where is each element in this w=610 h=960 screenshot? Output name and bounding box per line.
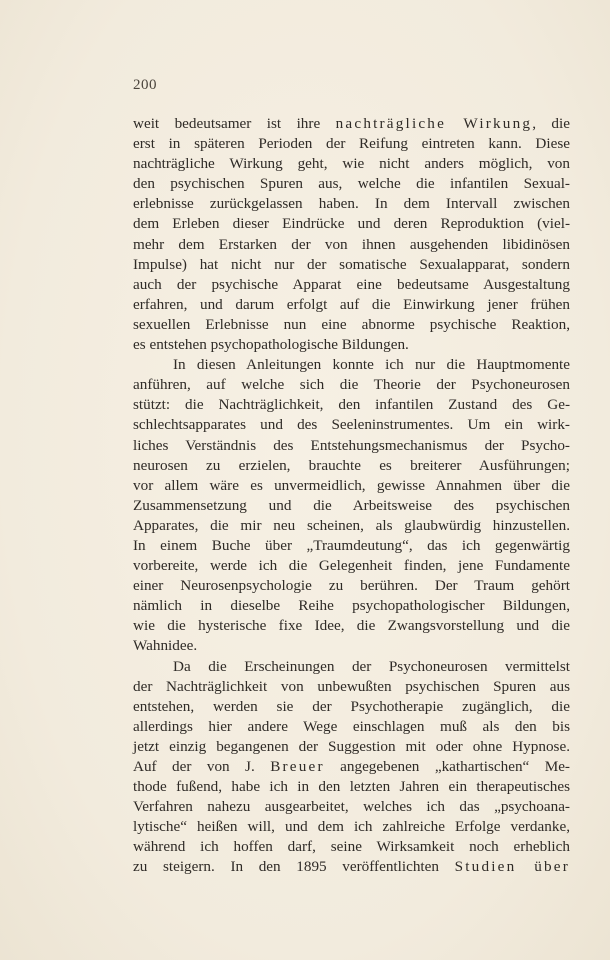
text-segment: sexuellen Erlebnisse nun eine abnorme psychische Reaktion, (133, 315, 570, 333)
text-segment: allerdings hier andere Wege einschlagen muß als den bis (133, 717, 570, 735)
text-segment: schlechtsapparates und des Seeleninstrumentes. Um ein wirk- (133, 416, 570, 434)
text-segment: erfahren, und darum erfolgt auf die Einwirkung jener frühen (133, 295, 570, 313)
text-segment: Auf der von J. (133, 758, 271, 775)
text-line (133, 415, 570, 435)
emphasized-text: nachträgliche Wirkung (335, 115, 533, 132)
text-line (133, 636, 570, 656)
text-segment: thode fußend, habe ich in den letzten Jahren ein therapeutisches (133, 778, 570, 796)
text-line (133, 737, 570, 757)
emphasized-text: Studien über (454, 858, 571, 876)
page-number: 200 (133, 77, 157, 93)
text-line (133, 335, 570, 355)
text-segment: zu steigern. In den 1895 veröffentlichten (133, 858, 455, 876)
text-line (133, 476, 570, 496)
text-segment: den psychischen Spuren aus, welche die infantilen Sexual- (133, 175, 570, 193)
text-segment: jetzt einzig begangenen der Suggestion mit oder ohne Hypnose. (133, 737, 570, 755)
text-line (133, 114, 570, 134)
text-line (133, 496, 570, 516)
text-segment: entstehen, werden sie der Psychotherapie zugänglich, die (133, 697, 570, 715)
text-line (133, 436, 570, 456)
text-line (133, 375, 570, 395)
text-segment: erst in späteren Perioden der Reifung eintreten kann. Diese (133, 135, 570, 153)
text-line (133, 596, 570, 616)
text-segment: Apparates, die mir neu scheinen, als glaubwürdig hinzustellen. (133, 516, 570, 534)
text-segment: liches Verständnis des Entstehungsmechanismus der Psycho- (133, 436, 570, 454)
text-segment: während ich hoffen darf, seine Wirksamkeit noch erheblich (133, 838, 570, 856)
text-line (133, 174, 570, 194)
text-segment: In diesen Anleitungen konnte ich nur die Hauptmomente (173, 356, 570, 374)
text-segment: es entstehen psychopathologische Bildungen. (133, 336, 409, 354)
body-text (133, 114, 570, 878)
text-line (133, 536, 570, 556)
text-line (133, 717, 570, 737)
text-segment: mehr dem Erstarken der von ihnen ausgehenden libidinösen (133, 235, 570, 253)
text-line (133, 657, 570, 677)
text-line (133, 697, 570, 717)
text-line (133, 797, 570, 817)
text-line (133, 456, 570, 476)
text-segment: neurosen zu erzielen, brauchte es breiterer Ausführungen; (133, 456, 570, 474)
text-line (133, 355, 570, 375)
paragraph (133, 657, 570, 878)
text-line (133, 576, 570, 596)
text-line (133, 616, 570, 636)
text-segment: vorbereite, werde ich die Gelegenheit finden, jene Fundamente (133, 557, 570, 575)
text-segment: Impulse) hat nicht nur der somatische Sexualapparat, sondern (133, 255, 570, 273)
text-segment: wie die hysterische fixe Idee, die Zwangsvorstellung und die (133, 617, 570, 635)
emphasized-text: Breuer (270, 758, 325, 775)
text-segment: anführen, auf welche sich die Theorie der Psychoneurosen (133, 376, 570, 394)
text-line (133, 154, 570, 174)
text-segment: Verfahren nahezu ausgearbeitet, welches ich das „psychoana- (133, 798, 570, 816)
text-segment: stützt: die Nachträglichkeit, den infantilen Zustand des Ge- (133, 396, 570, 414)
text-segment: Zusammensetzung und die Arbeitsweise des psychischen (133, 496, 570, 514)
text-line (133, 395, 570, 415)
text-line (133, 837, 570, 857)
text-segment: angegebenen „kathartischen“ Me- (324, 758, 570, 775)
text-line (133, 757, 570, 777)
text-segment: auch der psychische Apparat eine bedeutsame Ausgestaltung (133, 275, 570, 293)
text-line (133, 134, 570, 154)
paragraph (133, 114, 570, 355)
text-line (133, 235, 570, 255)
text-segment: weit bedeutsamer ist ihre (133, 115, 336, 132)
text-segment: lytische“ heißen will, und dem ich zahlreiche Erfolge verdanke, (133, 818, 570, 836)
text-line (133, 857, 570, 877)
text-line (133, 275, 570, 295)
text-segment: der Nachträglichkeit von unbewußten psychischen Spuren aus (133, 677, 570, 695)
text-segment: nämlich in dieselbe Reihe psychopathologischer Bildungen, (133, 597, 570, 615)
text-line (133, 777, 570, 797)
paragraph (133, 355, 570, 656)
text-line (133, 677, 570, 697)
text-line (133, 556, 570, 576)
text-line (133, 295, 570, 315)
text-line (133, 255, 570, 275)
text-segment: Da die Erscheinungen der Psychoneurosen vermittelst (173, 657, 570, 675)
text-line (133, 194, 570, 214)
text-line (133, 516, 570, 536)
text-segment: einer Neurosenpsychologie zu berühren. Der Traum gehört (133, 577, 570, 595)
text-segment: , die (532, 115, 570, 132)
text-segment: In einem Buche über „Traumdeutung“, das ich gegenwärtig (133, 536, 570, 554)
text-line (133, 817, 570, 837)
text-segment: vor allem wäre es unvermeidlich, gewisse Annahmen über die (133, 476, 570, 494)
text-segment: erlebnisse zurückgelassen haben. In dem Intervall zwischen (133, 195, 570, 213)
text-line (133, 315, 570, 335)
text-segment: dem Erleben dieser Eindrücke und deren Reproduktion (viel- (133, 215, 570, 233)
text-segment: Wahnidee. (133, 637, 198, 655)
text-line (133, 214, 570, 234)
text-segment: nachträgliche Wirkung geht, wie nicht anders möglich, von (133, 155, 570, 173)
